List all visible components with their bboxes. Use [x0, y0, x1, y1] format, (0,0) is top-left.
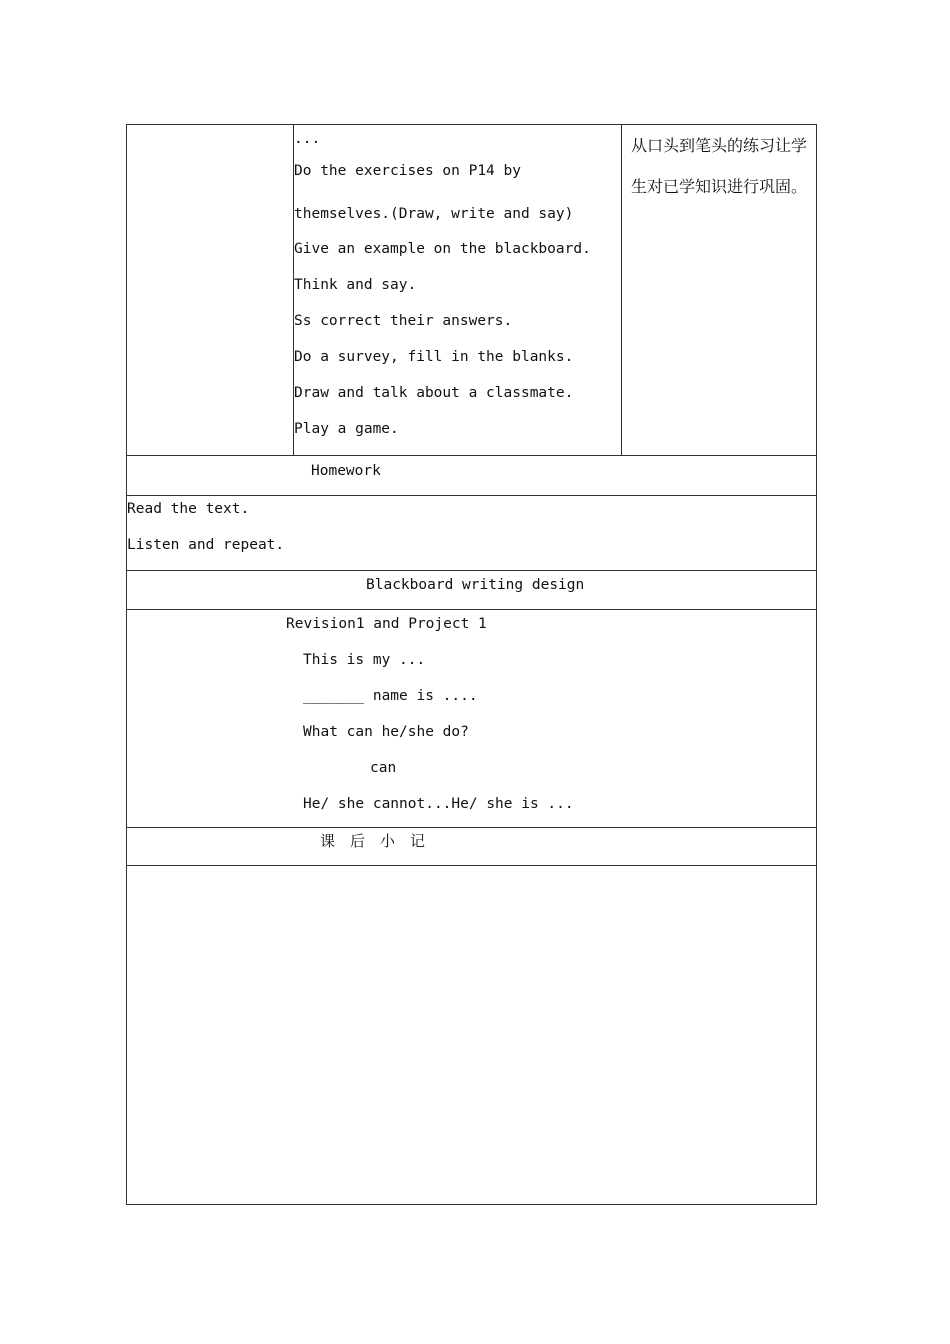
blackboard-line: This is my ...: [303, 652, 426, 668]
design-intent-text: 从口头到笔头的练习让学生对已学知识进行巩固。: [631, 136, 808, 196]
procedure-line: Do a survey, fill in the blanks.: [294, 349, 574, 365]
blackboard-line: _______ name is ....: [303, 688, 478, 704]
blackboard-line: What can he/she do?: [303, 724, 469, 740]
blackboard-title: Blackboard writing design: [366, 577, 585, 593]
procedure-row: [127, 125, 817, 456]
procedure-line: Ss correct their answers.: [294, 313, 513, 329]
blackboard-line: He/ she cannot...He/ she is ...: [303, 796, 574, 812]
procedure-steps-cell: [294, 125, 622, 456]
reflection-row: [127, 866, 817, 1205]
procedure-line: Do the exercises on P14 by: [294, 163, 521, 179]
procedure-empty-cell: [127, 125, 294, 456]
blackboard-header-row: [127, 571, 817, 610]
blackboard-row: [127, 610, 817, 828]
lesson-plan-table: [126, 124, 817, 1205]
reflection-header-cell: [127, 828, 817, 866]
reflection-notes-cell: [127, 866, 817, 1205]
procedure-line: Draw and talk about a classmate.: [294, 385, 574, 401]
homework-title: Homework: [311, 463, 381, 479]
homework-cell: [127, 496, 817, 571]
homework-row: [127, 496, 817, 571]
blackboard-line: can: [370, 760, 397, 776]
procedure-line: themselves.(Draw, write and say): [294, 206, 574, 222]
homework-header-cell: [127, 456, 817, 496]
procedure-line: Give an example on the blackboard.: [294, 241, 591, 257]
design-intent-cell: [622, 125, 817, 456]
blackboard-line: Revision1 and Project 1: [286, 616, 487, 632]
reflection-header-row: [127, 828, 817, 866]
homework-item: Listen and repeat.: [127, 537, 285, 553]
homework-header-row: [127, 456, 817, 496]
blackboard-cell: [127, 610, 817, 828]
procedure-line: ...: [294, 131, 321, 147]
blackboard-header-cell: [127, 571, 817, 610]
procedure-line: Play a game.: [294, 421, 399, 437]
homework-item: Read the text.: [127, 501, 250, 517]
procedure-line: Think and say.: [294, 277, 417, 293]
reflection-title: 课 后 小 记: [320, 832, 426, 850]
